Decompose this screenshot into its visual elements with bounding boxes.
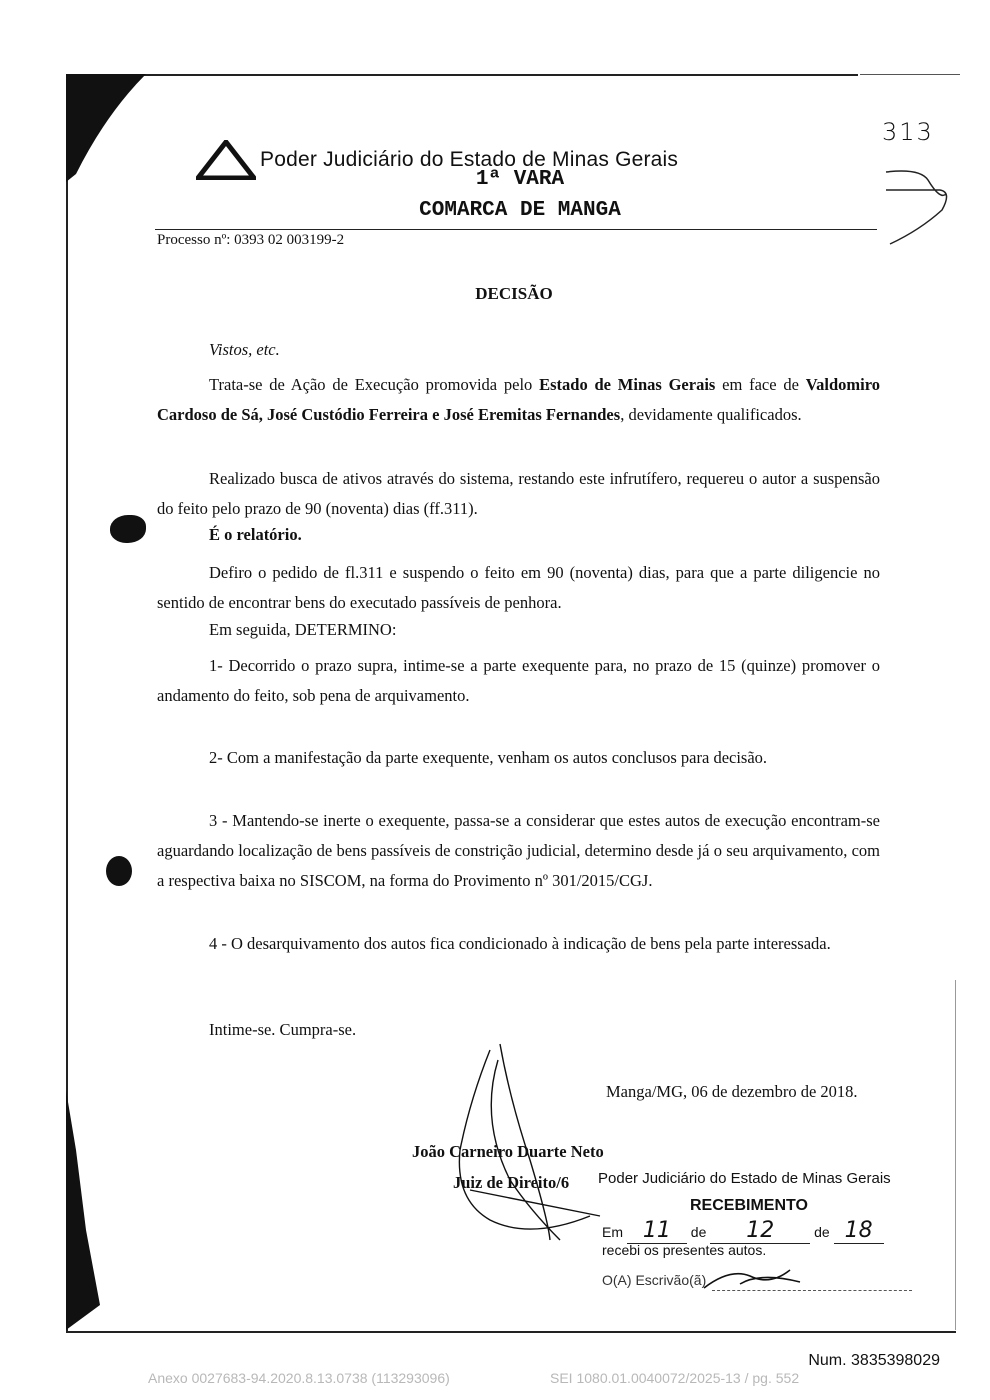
judge-name: João Carneiro Duarte Neto bbox=[412, 1142, 604, 1161]
relatorio-line: É o relatório. bbox=[209, 525, 302, 544]
handwritten-page-mark bbox=[880, 160, 960, 250]
page-border-bottom bbox=[66, 1331, 956, 1333]
intro-text-a: Trata-se de Ação de Execução promovida pelo bbox=[209, 375, 540, 394]
sei-reference: SEI 1080.01.0040072/2025-13 / pg. 552 bbox=[550, 1370, 800, 1386]
place-date: Manga/MG, 06 de dezembro de 2018. bbox=[606, 1082, 858, 1101]
process-number: Processo nº: 0393 02 003199-2 bbox=[157, 232, 345, 248]
comarca-label: COMARCA DE MANGA bbox=[419, 199, 621, 222]
stamp-day: 11 bbox=[627, 1218, 687, 1244]
closing-line: Intime-se. Cumpra-se. bbox=[209, 1020, 357, 1039]
stamp-received-text: recebi os presentes autos. bbox=[602, 1242, 767, 1258]
vistos-line: Vistos, etc. bbox=[209, 340, 280, 359]
page-border-top bbox=[66, 74, 858, 76]
item-3: 3 - Mantendo-se inerte o exequente, passa-se a considerar que estes autos de execução encontram-se aguardando localização de bens passíveis de constrição judicial, determino desde já o seu arquivamento, com a respectiva baixa no SISCOM, na forma do Provimento nº 301/2015/CGJ. bbox=[157, 811, 880, 890]
item-2: 2- Com a manifestação da parte exequente, venham os autos conclusos para decisão. bbox=[209, 748, 768, 767]
item-1: 1- Decorrido o prazo supra, intime-se a parte exequente para, no prazo de 15 (quinze) promover o andamento do feito, sob pena de arquivamento. bbox=[157, 656, 880, 705]
judge-title: Juiz de Direito/6 bbox=[453, 1173, 570, 1192]
stamp-clerk-label: O(A) Escrivão(ã) bbox=[602, 1272, 707, 1288]
paragraph-defiro: Defiro o pedido de fl.311 e suspendo o feito em 90 (noventa) dias, para que a parte diligencie no sentido de encontrar bens do executado passíveis de penhora. bbox=[157, 563, 880, 612]
stamp-year: 18 bbox=[834, 1218, 884, 1244]
vara-label: 1ª VARA bbox=[475, 168, 565, 191]
intro-defendants: Valdomiro Cardoso de Sá, José Custódio Ferreira e José Eremitas Fernandes bbox=[157, 375, 881, 424]
clerk-signature bbox=[700, 1262, 810, 1292]
header-divider bbox=[155, 229, 877, 230]
ink-blot bbox=[106, 856, 132, 886]
stamp-title: RECEBIMENTO bbox=[690, 1197, 808, 1214]
page-border-top-right bbox=[860, 74, 960, 75]
document-number: Num. 3835398029 bbox=[808, 1352, 940, 1369]
stamp-date-line bbox=[602, 1218, 884, 1244]
paragraph-intro bbox=[157, 370, 880, 430]
paragraph-busca: Realizado busca de ativos através do sistema, restando este infrutífero, requereu o autor a suspensão do feito pelo prazo de 90 (noventa) dias (ff.311). bbox=[157, 469, 880, 518]
stamp-de-2: de bbox=[814, 1224, 830, 1240]
item-4: 4 - O desarquivamento dos autos fica condicionado à indicação de bens pela parte interessada. bbox=[209, 934, 831, 953]
intro-plaintiff: Estado de Minas Gerais bbox=[539, 375, 716, 394]
handwritten-page-number: 313 bbox=[882, 118, 934, 146]
stamp-month: 12 bbox=[710, 1218, 810, 1244]
stamp-em: Em bbox=[602, 1224, 623, 1240]
stamp-signature-line bbox=[712, 1290, 912, 1292]
intro-text-c: , devidamente qualificados. bbox=[620, 405, 802, 424]
determino-line: Em seguida, DETERMINO: bbox=[209, 620, 397, 639]
annex-reference: Anexo 0027683-94.2020.8.13.0738 (113293096) bbox=[148, 1370, 450, 1386]
scan-corner-shadow-bottom bbox=[66, 1090, 106, 1330]
document-title: DECISÃO bbox=[475, 284, 553, 303]
stamp-de-1: de bbox=[690, 1224, 707, 1240]
court-name: Poder Judiciário do Estado de Minas Gerais bbox=[260, 148, 679, 171]
intro-text-b: em face de bbox=[715, 375, 806, 394]
ink-blot bbox=[110, 515, 146, 543]
page-border-right bbox=[955, 980, 956, 1330]
stamp-court-name: Poder Judiciário do Estado de Minas Gerais bbox=[598, 1170, 891, 1187]
